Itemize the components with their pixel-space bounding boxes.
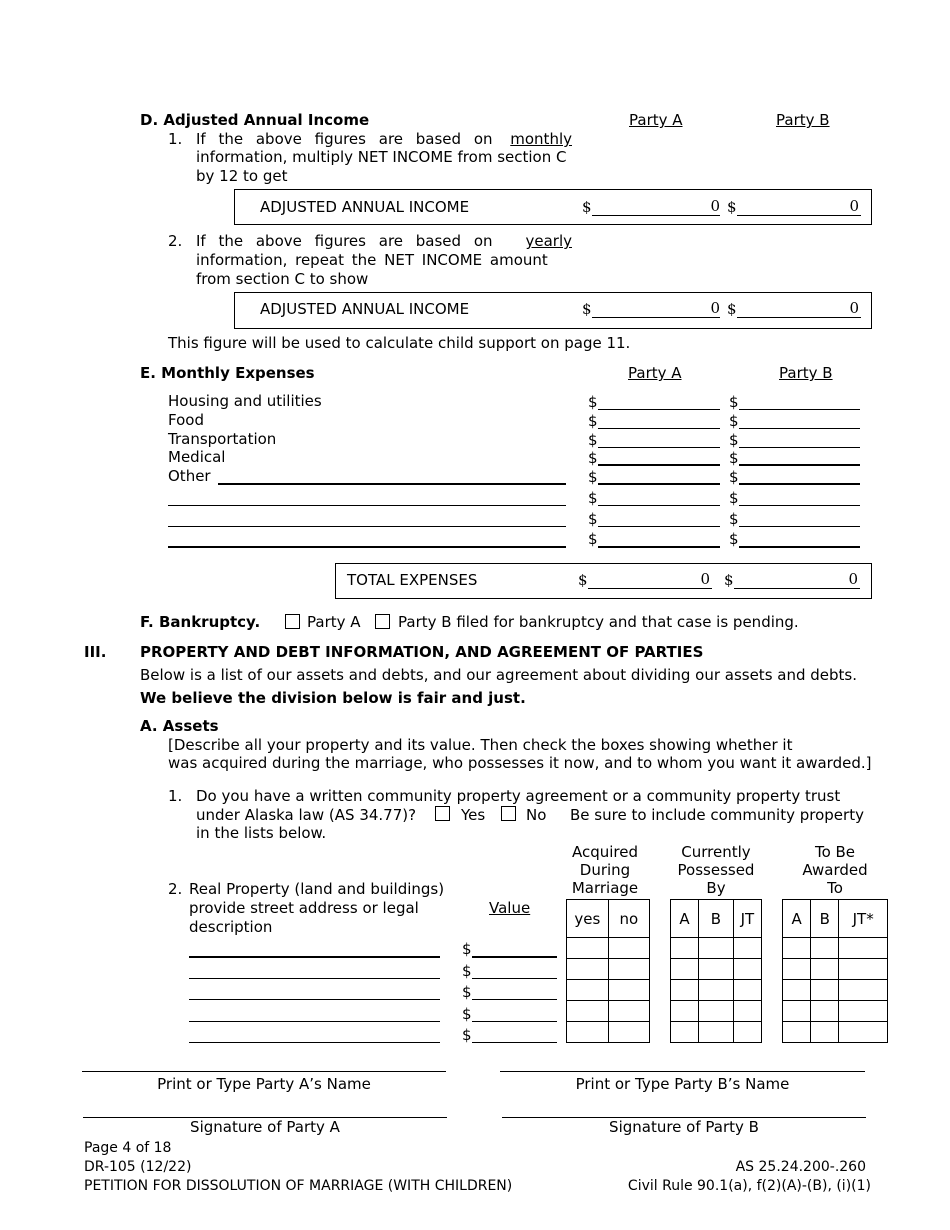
form-id: DR-105 (12/22) (84, 1159, 192, 1175)
col-header-b: B (699, 900, 734, 938)
possessed-b-cell[interactable] (699, 959, 734, 980)
underline (588, 588, 712, 589)
possessed-jt-cell[interactable] (733, 1022, 761, 1043)
dollar-sign: $ (727, 198, 737, 216)
section-iii-intro: Below is a list of our assets and debts, and our agreement about dividing our assets and debts. (140, 666, 857, 684)
property-description-field[interactable] (189, 1021, 440, 1022)
property-value-field[interactable] (472, 956, 557, 958)
property-value-field[interactable] (472, 978, 557, 979)
dollar-sign: $ (462, 983, 472, 1001)
dollar-sign: $ (588, 449, 598, 467)
possessed-jt-cell[interactable] (733, 1001, 761, 1022)
dollar-sign: $ (727, 300, 737, 318)
awarded-a-cell[interactable] (783, 1022, 811, 1043)
q2-line1: Real Property (land and buildings) (189, 880, 445, 898)
item-number: 1. (168, 787, 183, 805)
property-description-field[interactable] (189, 1042, 440, 1043)
party-b-name-label: Print or Type Party B’s Name (575, 1075, 790, 1093)
party-a-transportation-field[interactable] (598, 447, 720, 448)
item2-line3: from section C to show (196, 270, 369, 288)
item2-line1-text: If the above figures are based on (196, 232, 493, 250)
q1-line1: Do you have a written community property agreement or a community property trust (196, 787, 841, 805)
header-line: Marriage (571, 879, 639, 897)
dollar-sign: $ (729, 449, 739, 467)
awarded-grid (782, 899, 888, 1043)
dollar-sign: $ (588, 510, 598, 528)
party-a-adjusted-income-2[interactable]: 0 (710, 299, 720, 317)
party-a-other-field[interactable] (598, 505, 720, 506)
bankruptcy-party-a-label: Party A (307, 613, 361, 631)
acquired-header (560, 843, 650, 897)
dollar-sign: $ (588, 530, 598, 548)
header-line: Possessed (677, 861, 755, 879)
total-expenses-label: TOTAL EXPENSES (347, 571, 478, 589)
party-a-total-expenses[interactable]: 0 (700, 570, 710, 588)
dollar-sign: $ (588, 393, 598, 411)
acquired-yes-cell[interactable] (567, 1022, 609, 1043)
property-description-field[interactable] (189, 999, 440, 1000)
community-property-no-checkbox[interactable] (501, 806, 516, 821)
dollar-sign: $ (729, 530, 739, 548)
party-a-header: Party A (628, 364, 682, 382)
other-description-field[interactable] (168, 546, 566, 548)
possessed-jt-cell[interactable] (733, 959, 761, 980)
acquired-no-cell[interactable] (608, 1022, 649, 1043)
dollar-sign: $ (729, 412, 739, 430)
q1-line3: in the lists below. (196, 824, 327, 842)
underline (734, 588, 860, 589)
col-header-b: B (811, 900, 839, 938)
header-line: Acquired (571, 843, 639, 861)
acquired-no-cell[interactable] (608, 959, 649, 980)
acquired-grid (566, 899, 650, 1043)
party-a-other-field[interactable] (598, 483, 720, 485)
page-number: Page 4 of 18 (84, 1140, 172, 1156)
property-value-field[interactable] (472, 1042, 557, 1043)
section-iii-belief: We believe the division below is fair and just. (140, 689, 526, 707)
item1-line3: by 12 to get (196, 167, 288, 185)
acquired-yes-cell[interactable] (567, 959, 609, 980)
awarded-b-cell[interactable] (811, 980, 839, 1001)
awarded-jt-cell[interactable] (839, 1001, 888, 1022)
party-b-signature-label: Signature of Party B (609, 1118, 759, 1136)
acquired-yes-cell[interactable] (567, 980, 609, 1001)
item-number: 2. (168, 232, 183, 250)
child-support-note: This figure will be used to calculate child support on page 11. (168, 334, 631, 352)
col-header-a: A (783, 900, 811, 938)
party-a-other-field[interactable] (598, 546, 720, 548)
item2-line2: information, repeat the NET INCOME amount (196, 251, 548, 269)
awarded-b-cell[interactable] (811, 959, 839, 980)
party-a-housing-field[interactable] (598, 409, 720, 410)
property-value-field[interactable] (472, 1021, 557, 1022)
property-description-field[interactable] (189, 956, 440, 958)
possessed-a-cell[interactable] (671, 1001, 699, 1022)
expense-label-food: Food (168, 411, 204, 429)
dollar-sign: $ (582, 300, 592, 318)
item-number: 2. (168, 880, 183, 898)
awarded-a-cell[interactable] (783, 1001, 811, 1022)
item1-line1 (196, 130, 572, 148)
monthly-emphasis: monthly (510, 130, 572, 148)
header-line: To (827, 879, 843, 897)
section-iii-title: PROPERTY AND DEBT INFORMATION, AND AGREEMENT OF PARTIES (140, 643, 704, 661)
dollar-sign: $ (582, 198, 592, 216)
possessed-header (670, 843, 762, 897)
expense-label-housing: Housing and utilities (168, 392, 322, 410)
awarded-jt-cell[interactable] (839, 980, 888, 1001)
awarded-a-cell[interactable] (783, 980, 811, 1001)
bankruptcy-party-b-checkbox[interactable] (375, 614, 390, 629)
col-header-no: no (608, 900, 649, 938)
dollar-sign: $ (724, 571, 734, 589)
other-description-field[interactable] (168, 505, 566, 506)
q2-line3: description (189, 918, 273, 936)
party-b-food-field[interactable] (739, 428, 860, 429)
awarded-b-cell[interactable] (811, 938, 839, 959)
community-property-yes-checkbox[interactable] (435, 806, 450, 821)
possessed-b-cell[interactable] (699, 980, 734, 1001)
property-description-field[interactable] (189, 978, 440, 979)
awarded-b-cell[interactable] (811, 1022, 839, 1043)
assets-instructions-line1: [Describe all your property and its value. Then check the boxes showing whether it (168, 736, 793, 754)
awarded-header (784, 843, 886, 897)
property-value-field[interactable] (472, 999, 557, 1000)
awarded-jt-cell[interactable] (839, 938, 888, 959)
bankruptcy-party-b-label: Party B filed for bankruptcy and that case is pending. (398, 613, 799, 631)
party-b-medical-field[interactable] (739, 464, 860, 466)
possessed-grid (670, 899, 762, 1043)
header-line: Awarded (802, 861, 868, 879)
dollar-sign: $ (462, 1026, 472, 1044)
dollar-sign: $ (588, 468, 598, 486)
acquired-no-cell[interactable] (608, 938, 649, 959)
party-b-name-field[interactable] (500, 1071, 865, 1072)
underline (592, 215, 720, 216)
dollar-sign: $ (462, 940, 472, 958)
acquired-no-cell[interactable] (608, 980, 649, 1001)
expense-label-other: Other (168, 467, 211, 485)
party-b-other-field[interactable] (739, 546, 860, 548)
col-header-yes: yes (567, 900, 609, 938)
dollar-sign: $ (729, 431, 739, 449)
awarded-jt-cell[interactable] (839, 1022, 888, 1043)
awarded-a-cell[interactable] (783, 959, 811, 980)
value-header: Value (489, 899, 531, 917)
party-a-signature-label: Signature of Party A (190, 1118, 340, 1136)
party-b-adjusted-income-1[interactable]: 0 (849, 197, 859, 215)
party-b-transportation-field[interactable] (739, 447, 860, 448)
dollar-sign: $ (588, 412, 598, 430)
adjusted-income-label-1: ADJUSTED ANNUAL INCOME (260, 198, 470, 216)
assets-instructions-line2: was acquired during the marriage, who possesses it now, and to whom you want it awarded.] (168, 754, 872, 772)
possessed-b-cell[interactable] (699, 1022, 734, 1043)
underline (737, 317, 861, 318)
dollar-sign: $ (729, 468, 739, 486)
q2-line2: provide street address or legal (189, 899, 419, 917)
dollar-sign: $ (588, 431, 598, 449)
party-b-housing-field[interactable] (739, 409, 860, 410)
underline (737, 215, 861, 216)
possessed-jt-cell[interactable] (733, 938, 761, 959)
item1-line2: information, multiply NET INCOME from section C (196, 148, 567, 166)
awarded-a-cell[interactable] (783, 938, 811, 959)
header-line: During (579, 861, 631, 879)
other-description-field[interactable] (218, 483, 566, 485)
section-e-title: E. Monthly Expenses (140, 364, 315, 382)
q1-line2-pre: under Alaska law (AS 34.77)? (196, 806, 417, 824)
expense-label-medical: Medical (168, 448, 226, 466)
possessed-a-cell[interactable] (671, 980, 699, 1001)
party-a-name-field[interactable] (82, 1071, 446, 1072)
other-description-field[interactable] (168, 526, 566, 527)
party-a-other-field[interactable] (598, 526, 720, 527)
party-a-medical-field[interactable] (598, 464, 720, 466)
section-f-title: F. Bankruptcy. (140, 613, 261, 631)
possessed-jt-cell[interactable] (733, 980, 761, 1001)
dollar-sign: $ (588, 489, 598, 507)
dollar-sign: $ (462, 962, 472, 980)
dollar-sign: $ (729, 489, 739, 507)
acquired-yes-cell[interactable] (567, 938, 609, 959)
assets-title: A. Assets (140, 717, 219, 735)
dollar-sign: $ (729, 393, 739, 411)
awarded-b-cell[interactable] (811, 1001, 839, 1022)
civil-rule-reference: Civil Rule 90.1(a), f(2)(A)-(B), (i)(1) (627, 1178, 871, 1194)
underline (592, 317, 720, 318)
item-number: 1. (168, 130, 183, 148)
col-header-a: A (671, 900, 699, 938)
community-property-yes-label: Yes (461, 806, 486, 824)
header-line: To Be (814, 843, 856, 861)
party-a-name-label: Print or Type Party A’s Name (157, 1075, 371, 1093)
acquired-yes-cell[interactable] (567, 1001, 609, 1022)
awarded-jt-cell[interactable] (839, 959, 888, 980)
party-a-header: Party A (629, 111, 683, 129)
header-line: By (706, 879, 726, 897)
party-b-header: Party B (779, 364, 833, 382)
party-b-header: Party B (776, 111, 830, 129)
possessed-a-cell[interactable] (671, 959, 699, 980)
expense-label-transportation: Transportation (168, 430, 277, 448)
adjusted-income-label-2: ADJUSTED ANNUAL INCOME (260, 300, 470, 318)
party-a-food-field[interactable] (598, 428, 720, 429)
party-a-adjusted-income-1[interactable]: 0 (710, 197, 720, 215)
party-b-other-field[interactable] (739, 526, 860, 527)
dollar-sign: $ (729, 510, 739, 528)
community-property-no-label: No (526, 806, 547, 824)
form-title: PETITION FOR DISSOLUTION OF MARRIAGE (WITH CHILDREN) (84, 1178, 513, 1194)
item2-line1 (196, 232, 572, 250)
item1-line1-text: If the above figures are based on (196, 130, 493, 148)
party-b-adjusted-income-2[interactable]: 0 (849, 299, 859, 317)
party-b-total-expenses[interactable]: 0 (848, 570, 858, 588)
dollar-sign: $ (462, 1005, 472, 1023)
dollar-sign: $ (578, 571, 588, 589)
col-header-jt: JT (733, 900, 761, 938)
header-line: Currently (681, 843, 751, 861)
party-b-other-field[interactable] (739, 483, 860, 485)
acquired-no-cell[interactable] (608, 1001, 649, 1022)
possessed-a-cell[interactable] (671, 938, 699, 959)
yearly-emphasis: yearly (525, 232, 572, 250)
bankruptcy-party-a-checkbox[interactable] (285, 614, 300, 629)
possessed-b-cell[interactable] (699, 938, 734, 959)
section-d-title: D. Adjusted Annual Income (140, 111, 370, 129)
col-header-jt: JT* (839, 900, 888, 938)
possessed-a-cell[interactable] (671, 1022, 699, 1043)
section-iii-numeral: III. (84, 643, 107, 661)
statute-reference: AS 25.24.200-.260 (735, 1159, 866, 1175)
party-b-other-field[interactable] (739, 505, 860, 506)
q1-line2-post: Be sure to include community property (570, 806, 864, 824)
possessed-b-cell[interactable] (699, 1001, 734, 1022)
